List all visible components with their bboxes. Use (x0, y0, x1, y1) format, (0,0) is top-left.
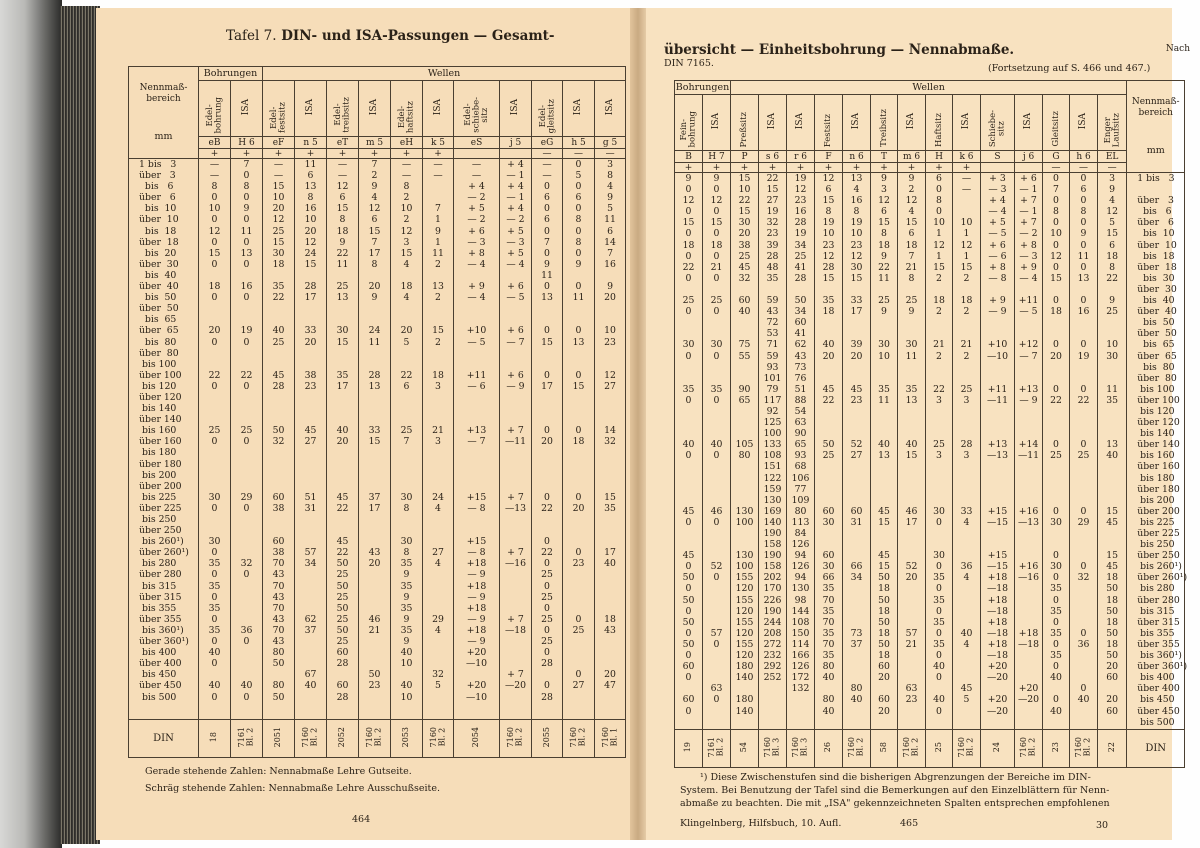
din-number (1015, 730, 1043, 768)
column-sign: + (359, 149, 391, 159)
nennmass-label: Nennmaß- bereich (139, 83, 188, 104)
column-sign: + (759, 163, 787, 173)
nennmass-ranges: 1 bis 3 über 3 bis 6 über 6 bis 10 über 10 bis 18 über 18 bis 30 über 30 bis 40 über 40 bis 50 über 50 bis 65 über 65 bis 80 über 80 bis 100 über 100 bis 120 über 120 bis 140 über 140 bis 160 über 160 bis 180 über 180 bis 200 über 200 bis 225 über 225 bis 250 über 250 bis 260¹) über 260¹) bis 280 über 280 bis 315 über 315 bis 355 über 355 bis 360¹) über 360¹) bis 400 über 400 bis 450 über 450 bis 500 (1127, 173, 1185, 730)
din-number (815, 730, 843, 768)
legend-upright-numbers: Gerade stehende Zahlen: Nennabmaße Lehre Gutseite. (145, 766, 412, 777)
column-symbol: k 5 (423, 137, 454, 149)
din-number-text: 25 (933, 741, 943, 753)
column-label-text: Edel- bohrung (205, 96, 224, 133)
footnote-line-1: ¹) Diese Zwischenstufen sind die bisherigen Abgrenzungen der Bereiche im DIN- (700, 772, 1091, 783)
column-sign: + (731, 163, 759, 173)
din-number (423, 720, 454, 758)
footnote-line-2: System. Bei Benutzung der Tafel sind die Bemerkungen auf den Einzelblättern für Nenn- (680, 785, 1110, 796)
column-label (759, 95, 787, 151)
mm-unit-label: mm (1146, 145, 1165, 156)
column-sign: + (898, 163, 926, 173)
column-symbol: eG (532, 137, 563, 149)
group-header-row (675, 81, 1185, 95)
value-column: 19 12 23 16 28 19 34 25 41 28 50 34 60 41 62 43 73 76 51 88 54 63 90 65 93 68 106 77 109 80 113 84 126 94 126 94 130 98 144 108 150 114 166 126 172 132 (787, 173, 815, 730)
din-number (898, 730, 926, 768)
din-number (1070, 730, 1098, 768)
column-label-text: Fein- bohrung (679, 110, 698, 147)
column-sign: — (1098, 163, 1127, 173)
column-label (327, 81, 359, 137)
page-edges (60, 6, 100, 844)
table-body-row (129, 159, 626, 720)
value-column: 7 0 8 0 9 0 11 0 13 0 16 0 19 0 22 0 25 0 29 0 32 0 36 0 40 0 (231, 159, 263, 720)
group-bohrungen: Bohrungen (199, 67, 263, 81)
value-column: 12 6 15 8 19 10 23 12 28 15 35 18 40 20 45 22 50 25 60 30 60 30 66 35 70 35 70 35 70 35 80 40 80 40 (815, 173, 843, 730)
din-number-text: 23 (1050, 741, 1060, 753)
column-sign: + (295, 149, 327, 159)
column-label-text: ISA (795, 112, 806, 130)
column-label (1098, 95, 1127, 151)
column-label-text: Haftsitz (933, 112, 944, 147)
column-label (1015, 95, 1043, 151)
group-header-row (129, 67, 626, 81)
right-page-heading: übersicht — Einheitsbohrung — Nennabmaße. (664, 42, 1015, 58)
column-sign: + (391, 149, 423, 159)
column-label-text: Edel- gleitsitz (537, 98, 557, 133)
column-label-text: ISA (767, 112, 778, 130)
din-number-row (675, 730, 1185, 768)
din-number (703, 730, 731, 768)
value-column: + 4 — 1 + 4 — 1 + 4 — 2 + 5 — 3 + 5 — 4 + 6 — 5 + 6 — 7 + 6 — 9 + 7 —11 + 7 —13 + 7 —16 + 7 —18 + 7 —20 (500, 159, 532, 720)
column-label-text: Edel- treibsitz (333, 97, 352, 133)
column-label-text: Preßsitz (739, 111, 750, 147)
column-label (263, 81, 295, 137)
left-page-heading (226, 28, 554, 44)
column-label (953, 95, 981, 151)
din-number-text: 7160 Bl. 2 (428, 726, 447, 748)
page-number-right: 465 (900, 818, 919, 829)
din-number-text: 2054 (471, 726, 481, 748)
column-sign (1015, 163, 1043, 173)
value-column: — — 0 6 0 6 0 7 0 9 11 0 13 0 15 0 17 0 20 0 22 0 22 0 25 0 25 0 25 0 25 0 28 0 28 (532, 159, 563, 720)
column-label-text: Schiebe- sitz (988, 109, 1007, 147)
column-label (1043, 95, 1070, 151)
column-label (926, 95, 953, 151)
din-number-text: 7160 Bl. 2 (365, 726, 383, 748)
value-column: 0 7 0 8 0 10 0 12 0 15 0 18 0 20 0 22 0 25 0 30 0 30 0 35 0 35 0 35 0 35 0 40 0 40 (1043, 173, 1070, 730)
column-label (898, 95, 926, 151)
column-sign: — (532, 149, 563, 159)
nach-label: Nach (1165, 44, 1190, 54)
din-number (391, 720, 423, 758)
fits-table-right (674, 80, 1188, 768)
column-symbol-row (129, 137, 626, 149)
din-number-text: 22 (1106, 741, 1116, 753)
din-number (981, 730, 1015, 768)
din-reference: DIN 7165. (664, 58, 714, 69)
din-number (454, 720, 500, 758)
din-number (787, 730, 815, 768)
nennmass-header (129, 67, 199, 159)
din-number (231, 720, 263, 758)
column-label (359, 81, 391, 137)
column-sign: + (263, 149, 295, 159)
column-symbol: H (926, 151, 953, 163)
din-number-text: 7161 Bl. 2 (237, 726, 255, 748)
din-number-row (129, 720, 626, 758)
value-column: + 6 — 1 + 7 — 1 + 7 — 2 + 8 — 3 + 9 — 4 +11 — 5 +12 — 7 +13 — 9 +14 —11 +16 —13 +16 —16 +18 —18 +20 —20 (1015, 173, 1043, 730)
column-label-row (129, 81, 626, 137)
column-label (1070, 95, 1098, 151)
mm-unit-label: mm (154, 131, 173, 142)
din-number-text: 18 (209, 731, 219, 743)
column-symbol: H 7 (703, 151, 731, 163)
din-number-text: 7160 Bl. 2 (957, 736, 975, 758)
value-column: — — 15 10 20 12 25 15 30 18 35 22 40 25 45 28 50 32 60 38 60 38 70 43 70 43 70 43 70 43 80 50 80 50 (263, 159, 295, 720)
column-label-text: Treibsitz (878, 109, 889, 147)
value-column: — — + 4 — 2 + 5 — 2 + 6 — 3 + 8 — 4 + 9 — 4 +10 — 5 +11 — 6 +13 — 7 +15 — 8 +15 — 8 +18 — 9 +18 — 9 +18 — 9 +18 — 9 +20 —10 +20 —10 (454, 159, 500, 720)
din-number (1043, 730, 1070, 768)
column-label (231, 81, 263, 137)
value-column: — — 12 6 15 8 18 9 22 11 25 13 30 15 35 17 40 20 45 22 45 22 50 25 50 25 50 25 50 25 60 28 60 28 (327, 159, 359, 720)
column-sign: + (327, 149, 359, 159)
column-label (423, 81, 454, 137)
column-label-text: ISA (961, 112, 972, 130)
din-number-text: 2052 (337, 726, 347, 748)
table-title: DIN- und ISA-Passungen — Gesamt- (281, 28, 555, 44)
column-symbol: h 5 (563, 137, 595, 149)
column-sign: + (871, 163, 898, 173)
column-sign: + (843, 163, 871, 173)
value-column: 6 0 8 0 10 1 12 1 15 2 18 2 21 2 22 3 25 3 30 0 30 0 35 0 35 0 35 0 35 0 40 0 40 0 (926, 173, 953, 730)
column-label (532, 81, 563, 137)
column-label (871, 95, 898, 151)
column-label-text: ISA (1078, 112, 1089, 130)
din-number-text: 7160 Bl. 3 (763, 736, 781, 758)
fits-table-left (128, 66, 626, 758)
column-symbol: F (815, 151, 843, 163)
column-symbol: S (981, 151, 1015, 163)
column-symbol: eF (263, 137, 295, 149)
column-sign: + (953, 163, 981, 173)
column-label-text: Enger Laufsitz (1102, 112, 1122, 147)
value-column: 3 9 4 12 5 15 6 18 8 22 9 25 10 30 11 35 13 40 15 45 15 45 18 50 18 50 18 50 18 50 20 60 20 60 (1098, 173, 1127, 730)
column-sign (500, 149, 532, 159)
column-symbol-row (675, 151, 1185, 163)
column-label (595, 81, 626, 137)
column-sign: + (926, 163, 953, 173)
value-column: 7 2 9 4 12 6 15 7 17 8 20 9 24 11 28 13 33 15 37 17 43 20 46 21 50 23 (359, 159, 391, 720)
din-number-text: 7160 Bl. 2 (569, 726, 587, 748)
column-symbol: n 6 (843, 151, 871, 163)
din-number-text: 7160 Bl. 2 (902, 736, 920, 758)
value-column: 22 15 27 19 32 23 39 28 48 35 59 43 72 53 71 59 93 101 79 117 92 125 100 133 108 151 122 159 130 169 140 190 158 190 158 202 170 226 190 244 208 272 232 292 252 (759, 173, 787, 730)
column-label-text: ISA (241, 98, 251, 116)
din-number-text: 7161 Bl. 2 (707, 736, 725, 758)
din-number (1098, 730, 1127, 768)
group-bohrungen: Bohrungen (675, 82, 730, 93)
column-sign: — (1070, 163, 1098, 173)
column-sign: — (595, 149, 626, 159)
book-spine (0, 0, 62, 848)
column-label-row (675, 95, 1185, 151)
column-symbol: k 6 (953, 151, 981, 163)
value-column: — — 8 2 10 2 12 3 15 4 18 4 20 5 22 6 25 7 30 8 30 8 35 9 35 9 35 9 35 9 40 10 40 10 (391, 159, 423, 720)
column-symbol: EL (1098, 151, 1127, 163)
column-label-text: ISA (305, 98, 316, 116)
din-label: DIN (1127, 730, 1185, 768)
column-label-text: ISA (906, 112, 917, 130)
column-label-text: ISA (432, 98, 443, 116)
column-label-text: Edel- schiebe- sitz (462, 97, 490, 133)
column-symbol: T (871, 151, 898, 163)
din-number-text: 24 (992, 741, 1002, 753)
din-number (500, 720, 532, 758)
legend-italic-numbers: Schräg stehende Zahlen: Nennabmaße Lehre Ausschußseite. (145, 783, 440, 794)
column-label (703, 95, 731, 151)
din-number (759, 730, 787, 768)
column-label (563, 81, 595, 137)
din-number (953, 730, 981, 768)
column-label-text: ISA (510, 98, 521, 116)
column-label (787, 95, 815, 151)
column-sign: — (1043, 163, 1070, 173)
din-number-text: 7160 Bl. 1 (600, 726, 619, 748)
value-column: — — 8 0 10 0 12 0 15 0 18 0 20 0 22 0 25 0 30 0 30 0 35 0 35 0 35 0 35 0 40 0 40 0 (199, 159, 231, 720)
din-number-text: 2055 (541, 726, 551, 748)
column-symbol: G (1043, 151, 1070, 163)
table-number: Tafel 7. (226, 28, 277, 44)
column-label-text: ISA (711, 112, 721, 130)
value-column: 0 6 0 8 0 9 0 11 0 13 0 16 0 19 0 22 0 25 0 29 0 32 0 36 0 40 (1070, 173, 1098, 730)
page-gutter (630, 8, 646, 840)
value-column: 9 2 12 4 15 6 18 7 21 8 25 9 30 11 35 13 40 15 46 17 52 20 57 21 63 23 (898, 173, 926, 730)
nennmass-ranges: 1 bis 3 über 3 bis 6 über 6 bis 10 über 10 bis 18 über 18 bis 20 über 30 bis 40 über 40 bis 50 über 50 bis 65 über 65 bis 80 über 80 bis 100 über 100 bis 120 über 120 bis 140 über 140 bis 160 über 160 bis 180 über 180 bis 200 über 200 bis 225 über 225 bis 250 über 250 bis 260¹) über 260¹) bis 280 über 280 bis 315 über 315 bis 355 über 355 bis 360¹) über 360¹) bis 400 über 400 bis 450 über 450 bis 500 (129, 159, 199, 720)
column-symbol: m 6 (898, 151, 926, 163)
din-number (563, 720, 595, 758)
column-symbol: H 6 (231, 137, 263, 149)
value-column: 11 6 13 8 16 10 20 12 24 15 28 17 33 20 38 23 45 27 51 31 57 34 62 37 67 40 (295, 159, 327, 720)
column-sign: + (675, 163, 703, 173)
column-label (391, 81, 423, 137)
column-symbol: g 5 (595, 137, 626, 149)
column-label (731, 95, 759, 151)
column-symbol: eH (391, 137, 423, 149)
continuation-note: (Fortsetzung auf S. 466 und 467.) (988, 63, 1151, 74)
column-symbol: r 6 (787, 151, 815, 163)
column-sign: + (423, 149, 454, 159)
value-column: — — 7 1 9 1 11 2 13 2 15 2 18 3 21 3 24 4 27 4 29 4 32 5 (423, 159, 454, 720)
column-sign: — (563, 149, 595, 159)
din-number-text: 19 (683, 741, 693, 753)
column-sign: + (815, 163, 843, 173)
column-symbol: j 6 (1015, 151, 1043, 163)
din-number-text: 7160 Bl. 2 (847, 736, 865, 758)
column-sign: + (199, 149, 231, 159)
publisher-line: Klingelnberg, Hilfsbuch, 10. Aufl. (680, 818, 842, 829)
din-number (327, 720, 359, 758)
din-label: DIN (129, 720, 199, 758)
din-number-text: 7160 Bl. 2 (1019, 736, 1037, 758)
column-sign (454, 149, 500, 159)
value-column: + 3 — 3 + 4 — 4 + 5 — 5 + 6 — 6 + 8 — 8 + 9 — 9 +10 —10 +11 —11 +13 —13 +15 —15 +15 —15 +18 —18 +18 —18 +18 —18 +18 —18 +20 —20 +20 —20 (981, 173, 1015, 730)
column-sign: + (231, 149, 263, 159)
value-column: 9 0 12 0 15 0 18 0 22 0 25 0 30 0 35 0 40 0 45 0 45 0 50 0 50 0 50 0 50 0 60 0 60 0 (675, 173, 703, 730)
column-label (199, 81, 231, 137)
column-label-text: Festsitz (823, 113, 834, 147)
sheet-number: 30 (1096, 820, 1109, 831)
din-number (871, 730, 898, 768)
din-number-text: 7160 Bl. 2 (301, 726, 319, 748)
din-number (731, 730, 759, 768)
column-sign: + (787, 163, 815, 173)
din-number (843, 730, 871, 768)
column-symbol: P (731, 151, 759, 163)
din-number (295, 720, 327, 758)
din-number-text: 2053 (401, 726, 411, 748)
din-number (532, 720, 563, 758)
din-number (199, 720, 231, 758)
column-sign (981, 163, 1015, 173)
din-number-text: 2051 (273, 726, 283, 748)
column-label-text: Gleitsitz (1050, 111, 1061, 147)
column-label (815, 95, 843, 151)
group-wellen: Wellen (731, 81, 1127, 95)
column-label (675, 95, 703, 151)
din-number (263, 720, 295, 758)
column-label-text: ISA (851, 112, 862, 130)
nennmass-header (1127, 81, 1185, 173)
din-number (675, 730, 703, 768)
column-symbol: s 6 (759, 151, 787, 163)
column-symbol: eS (454, 137, 500, 149)
column-symbol: m 5 (359, 137, 391, 149)
column-symbol: eB (199, 137, 231, 149)
column-label (295, 81, 327, 137)
page-number-left: 464 (352, 814, 371, 825)
group-wellen: Wellen (263, 67, 626, 81)
din-number (359, 720, 391, 758)
footnote-line-3: abmaße zu beachten. Die mit „ISA" gekennzeichneten Spalten entsprechen empfohlenen (680, 798, 1110, 809)
column-symbol: j 5 (500, 137, 532, 149)
value-column: 0 5 0 6 0 8 0 8 0 9 0 11 0 13 0 15 0 18 0 20 0 23 0 25 0 27 (563, 159, 595, 720)
column-sign: + (703, 163, 731, 173)
column-symbol: eT (327, 137, 359, 149)
value-column: 15 10 22 15 30 20 38 25 45 32 60 40 75 55 90 65 105 80 130 100 130 100 155 120 155 120 155 120 155 120 180 140 180 140 (731, 173, 759, 730)
value-column: 3 8 4 9 5 11 6 14 7 16 9 20 10 23 12 27 14 32 15 35 17 40 18 43 20 47 (595, 159, 626, 720)
value-column: 13 4 16 8 19 10 23 12 30 15 33 17 39 20 45 23 52 27 60 31 66 34 73 37 80 40 (843, 173, 871, 730)
column-label-text: ISA (369, 98, 380, 116)
din-number-text: 7160 Bl. 2 (506, 726, 524, 748)
value-column: 9 0 12 0 15 0 18 0 21 0 25 0 30 0 35 0 40 0 46 0 52 0 57 0 63 0 (703, 173, 731, 730)
table-body-row (675, 173, 1185, 730)
din-number-text: 58 (878, 741, 888, 753)
column-label-text: Edel- haftsitz (397, 100, 416, 133)
din-number (595, 720, 626, 758)
din-number-text: 54 (739, 741, 749, 753)
column-symbol: h 6 (1070, 151, 1098, 163)
value-column: — — 10 1 12 1 15 2 18 2 21 2 25 3 28 3 33 4 36 4 40 4 45 5 (953, 173, 981, 730)
column-sign-row (129, 149, 626, 159)
din-number (926, 730, 953, 768)
column-label (500, 81, 532, 137)
nennmass-label: Nennmaß- bereich (1131, 97, 1180, 118)
column-label-text: ISA (1023, 112, 1034, 130)
din-number-text: 7160 Bl. 3 (791, 736, 809, 758)
column-symbol: n 5 (295, 137, 327, 149)
din-number-text: 7160 Bl. 2 (1074, 736, 1092, 758)
din-number-text: 26 (823, 741, 833, 753)
column-label-text: ISA (604, 98, 615, 116)
column-symbol: B (675, 151, 703, 163)
column-sign-row (675, 163, 1185, 173)
column-label-text: ISA (573, 98, 584, 116)
column-label-text: Edel- festsitz (269, 102, 288, 133)
value-column: 9 3 12 6 15 8 18 9 22 11 25 9 30 10 35 11 40 13 45 15 45 15 50 18 50 18 50 18 50 18 60 20 60 20 (871, 173, 898, 730)
column-label (981, 95, 1015, 151)
column-label (454, 81, 500, 137)
column-label (843, 95, 871, 151)
